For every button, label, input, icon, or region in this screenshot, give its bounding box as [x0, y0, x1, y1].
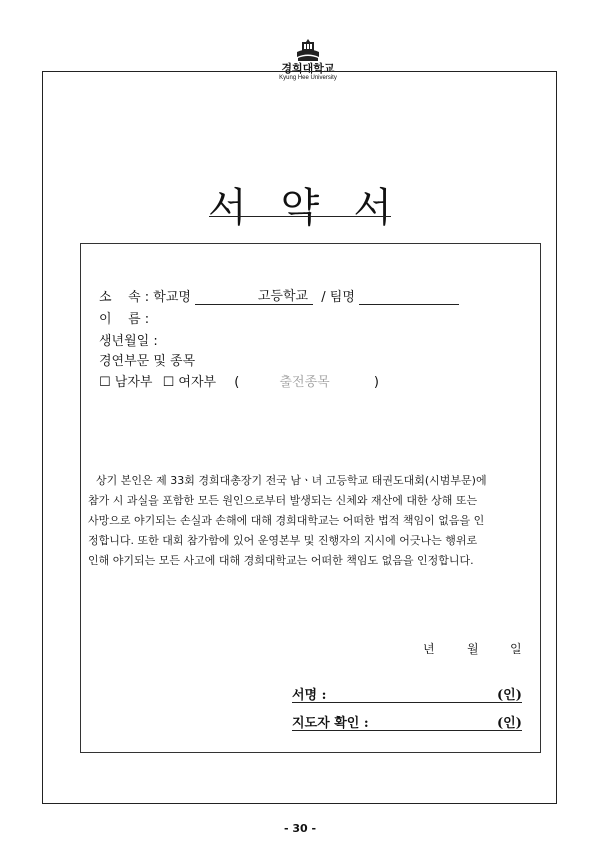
- team-label: / 팀명: [321, 290, 355, 305]
- name-label: 이 름 :: [99, 312, 150, 327]
- paragraph-line: 상기 본인은 제 33회 경희대총장기 전국 남ㆍ녀 고등학교 태권도대회(시범부문)에: [96, 474, 487, 487]
- birth-label: 생년월일 :: [99, 334, 158, 349]
- paragraph-line: 정합니다. 또한 대회 참가함에 있어 운영본부 및 진행자의 지시에 어긋나는 행위로: [88, 534, 478, 547]
- team-name-field[interactable]: [359, 290, 459, 305]
- title-char: 서: [353, 185, 392, 231]
- title-char: 약: [280, 185, 320, 231]
- female-label: 여자부: [178, 375, 217, 390]
- category-label: 경연부문 및 종목: [99, 354, 196, 369]
- school-suffix: 고등학교: [257, 289, 309, 304]
- date-day: 일: [510, 642, 522, 656]
- paragraph-line: 참가 시 과실을 포함한 모든 원인으로부터 발생되는 신체와 재산에 대한 상해 또는: [88, 494, 478, 507]
- paren-open: (: [234, 375, 240, 390]
- title-char: 서: [208, 185, 247, 231]
- paragraph-line: 인해 야기되는 모든 사고에 대해 경희대학교는 어떠한 책임도 없음을 인정합니다.: [88, 554, 474, 567]
- male-checkbox[interactable]: ☐: [99, 375, 111, 390]
- logo-name-ko: 경희대학교: [281, 62, 335, 75]
- affiliation-row: [99, 286, 459, 305]
- female-checkbox[interactable]: ☐: [162, 375, 175, 390]
- signature-line[interactable]: [292, 702, 522, 703]
- page-number: - 30 -: [283, 822, 317, 835]
- gender-event-row: [99, 371, 379, 390]
- title-underline: [209, 216, 391, 217]
- document-title: [0, 176, 600, 233]
- consent-paragraph: [88, 471, 528, 571]
- coach-seal: (인): [497, 716, 522, 731]
- date-year: 년: [423, 642, 435, 656]
- logo-name-en: Kyung Hee University: [279, 75, 337, 81]
- event-field[interactable]: 출전종목: [279, 375, 330, 390]
- paragraph-line: 사망으로 야기되는 손실과 손해에 대해 경희대학교는 어떠한 법적 책임이 없음을 인: [88, 514, 485, 527]
- university-emblem-icon: [295, 38, 321, 62]
- school-name-field[interactable]: [195, 290, 313, 305]
- coach-signature-line[interactable]: [292, 730, 522, 731]
- affiliation-label: 소 속 : 학교명: [99, 290, 191, 305]
- date-month: 월: [467, 642, 479, 656]
- signature-label: 서명 :: [292, 688, 327, 703]
- signature-seal: (인): [497, 688, 522, 703]
- male-label: 남자부: [114, 375, 153, 390]
- paren-close: ): [373, 375, 379, 390]
- coach-label: 지도자 확인 :: [292, 716, 369, 731]
